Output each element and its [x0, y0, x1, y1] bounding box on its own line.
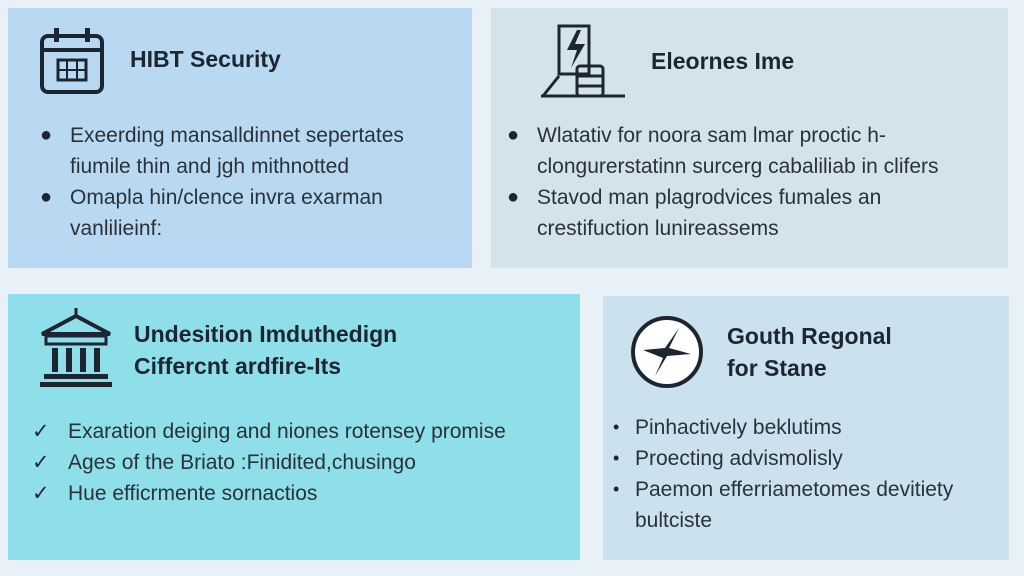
- card-title: Eleornes Ime: [651, 48, 795, 74]
- card-undesition: [8, 294, 580, 560]
- bullet-list: [613, 412, 954, 536]
- check-list: [32, 416, 506, 509]
- power-plug-icon: [537, 22, 629, 109]
- bullet-icon: ●: [507, 186, 520, 208]
- card-title: HIBT Security: [130, 46, 281, 72]
- list-item: • Pinhactively beklutims: [635, 412, 953, 443]
- calendar-icon: [40, 26, 104, 101]
- government-building-icon: [38, 306, 114, 393]
- compass-star-icon: [629, 314, 705, 395]
- card-hibt-security: [8, 8, 472, 268]
- list-item: ● Exeerding mansalldinnet sepertates fiumile thin and jgh mithnotted: [70, 120, 404, 182]
- list-item: ● Stavod man plagrodvices fumales an crestifuction lunireassems: [537, 182, 939, 244]
- list-item: ● Omapla hin/clence invra exarman vanlilieinf:: [70, 182, 404, 244]
- card-eleornes-ime: [491, 8, 1008, 268]
- list-item: ✓ Exaration deiging and niones rotensey promise: [68, 416, 506, 447]
- list-item: ✓ Ages of the Briato :Finidited,chusingo: [68, 447, 506, 478]
- bullet-icon: ●: [507, 124, 520, 146]
- bullet-list: [40, 120, 404, 244]
- list-item: ✓ Hue efficrmente sornactios: [68, 478, 506, 509]
- bullet-list: [507, 120, 939, 244]
- list-item: • Proecting advismolisly: [635, 443, 953, 474]
- bullet-icon: ●: [40, 186, 53, 208]
- bullet-icon: •: [613, 417, 620, 437]
- card-title: Undesition Imduthedign Ciffercnt ardfire-Its: [134, 321, 398, 379]
- card-title: Gouth Regonal for Stane: [727, 323, 892, 381]
- bullet-icon: •: [613, 479, 620, 499]
- card-gouth-regonal: [603, 296, 1009, 560]
- bullet-icon: •: [613, 448, 620, 468]
- list-item: • Paemon efferriametomes devitiety bultciste: [635, 474, 953, 536]
- bullet-icon: ●: [40, 124, 53, 146]
- list-item: ● Wlatativ for noora sam lmar proctic h- clongurerstatinn surcerg cabaliliab in clifers: [537, 120, 939, 182]
- checkmark-icon: ✓: [32, 451, 50, 474]
- checkmark-icon: ✓: [32, 420, 50, 443]
- checkmark-icon: ✓: [32, 482, 50, 505]
